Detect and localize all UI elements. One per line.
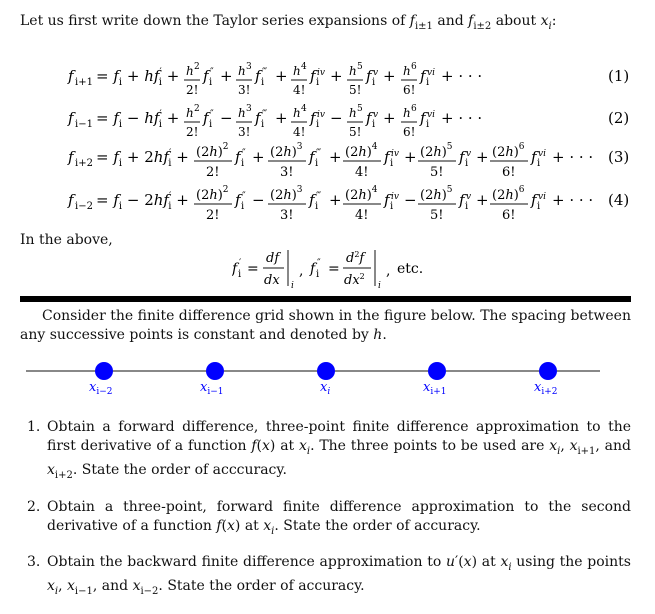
svg-text:6: 6: [411, 104, 417, 114]
svg-text:+: +: [476, 148, 489, 166]
svg-text:h: h: [186, 106, 194, 120]
grid-label-i-minus-2: $x_{i-2}$: [89, 380, 113, 397]
svg-text:=: =: [328, 261, 340, 277]
svg-text:= fi + hf′i +: = $f_i + hf'$ i +: [96, 67, 180, 88]
svg-text:4!: 4!: [355, 208, 369, 223]
svg-text:dx2: $dx^2$: [344, 272, 365, 288]
svg-text:h: h: [349, 64, 357, 78]
svg-text:,: ,: [386, 263, 391, 279]
svg-text:h: h: [293, 106, 301, 120]
svg-text:i: i: [390, 201, 394, 212]
svg-text:f: f: [310, 261, 316, 277]
svg-text:″: ″: [242, 191, 246, 202]
svg-text:−: −: [252, 191, 265, 209]
svg-text:h: h: [293, 64, 301, 78]
svg-text:i: i: [426, 119, 430, 130]
svg-text:i−2: i−2: [75, 201, 93, 212]
svg-text:″: ″: [317, 258, 321, 269]
svg-text:df: df: [266, 251, 280, 266]
svg-text:6!: 6!: [502, 165, 516, 180]
svg-text:vi: vi: [427, 68, 435, 78]
svg-text:5!: 5!: [430, 208, 444, 223]
svg-text:4!: 4!: [355, 165, 369, 180]
svg-text:= fi − hf′i +: = $f_i - hf'$ i +: [96, 109, 180, 130]
question-1: 1. Obtain a forward difference, three-point finite difference approximation to the first derivative of a function f(x) at $x_i$. The three points to be used are $x_i$, $x_{i+1}$, and $x_{i+2}$. State the order of acccuracy.: [27, 419, 631, 481]
svg-text:i: i: [315, 201, 319, 212]
svg-text:i: i: [316, 269, 320, 280]
svg-text:h: h: [403, 64, 411, 78]
svg-text:f: f: [68, 67, 74, 85]
svg-text:h: h: [238, 106, 246, 120]
svg-text:i: i: [209, 119, 213, 130]
equation-3: [67, 142, 629, 180]
svg-text:3!: 3!: [280, 208, 294, 223]
svg-text:3: 3: [246, 104, 252, 114]
question-number: 1.: [27, 419, 41, 435]
svg-text:6!: 6!: [502, 208, 516, 223]
svg-text:h: h: [186, 64, 194, 78]
svg-text:3!: 3!: [238, 83, 251, 97]
grid-label-i: $x_i$: [320, 380, 331, 397]
svg-text:i: i: [315, 158, 319, 169]
svg-text:i: i: [241, 201, 245, 212]
finite-difference-grid: [18, 356, 618, 398]
svg-text:+ · · ·: + · · ·: [441, 67, 483, 85]
svg-text:f: f: [235, 191, 241, 209]
svg-text:+: +: [383, 109, 396, 127]
svg-text:‴: ‴: [316, 148, 322, 159]
equation-number-1: (1): [608, 67, 630, 85]
svg-text:2!: 2!: [206, 165, 220, 180]
svg-text:+ · · ·: + · · ·: [441, 109, 483, 127]
taylor-equations: [0, 56, 655, 226]
svg-text:f: f: [310, 67, 316, 85]
svg-text:4: 4: [301, 62, 307, 72]
svg-text:6!: 6!: [403, 125, 416, 139]
svg-text:(2h)4: $(2h)^4$: [345, 185, 378, 203]
svg-text:f: f: [68, 148, 74, 166]
svg-text:4!: 4!: [293, 125, 306, 139]
svg-text:=: =: [247, 261, 259, 277]
svg-text:f: f: [309, 191, 315, 209]
svg-text:+: +: [275, 67, 288, 85]
svg-text:2!: 2!: [186, 83, 199, 97]
equation-number-4: (4): [608, 191, 630, 209]
svg-text:vi: vi: [538, 192, 546, 202]
svg-text:+: +: [383, 67, 396, 85]
svg-text:‴: ‴: [262, 109, 268, 120]
question-3: 3. Obtain the backward finite difference approximation to u′(x) at $x_i$ using the points $x_i$, $x_{i-1}$, and $x_{i-2}$. State the order of accuracy.: [27, 554, 631, 597]
svg-text:i: i: [209, 77, 213, 88]
svg-text:vi: vi: [538, 149, 546, 159]
svg-text:iv: iv: [317, 68, 325, 78]
svg-text:(2h)2: $(2h)^2$: [196, 185, 229, 203]
equation-number-3: (3): [608, 148, 630, 166]
svg-text:5!: 5!: [349, 125, 362, 139]
svg-text:(2h)3: $(2h)^3$: [270, 185, 303, 203]
svg-text:f: f: [68, 109, 74, 127]
svg-text:5: 5: [357, 104, 363, 114]
grid-label-i-minus-1: $x_{i-1}$: [200, 380, 224, 397]
svg-text:f: f: [384, 191, 390, 209]
svg-text:i: i: [537, 158, 541, 169]
svg-text:2!: 2!: [186, 125, 199, 139]
svg-text:f: f: [310, 109, 316, 127]
intro-tail: about: [495, 13, 537, 29]
svg-text:2: 2: [194, 104, 200, 114]
svg-text:vi: vi: [427, 110, 435, 120]
svg-text:f: f: [309, 148, 315, 166]
equation-1: [67, 62, 629, 97]
svg-text:6: 6: [411, 62, 417, 72]
svg-text:3!: 3!: [280, 165, 294, 180]
in-above-text: In the above,: [20, 232, 113, 248]
grid-intro-body: Consider the finite difference grid shown in the figure below. The spacing between any successive points is constant and denoted by: [20, 308, 631, 343]
svg-text:(2h)4: $(2h)^4$: [345, 142, 378, 160]
svg-text:f: f: [366, 109, 372, 127]
grid-point-i-minus-1: [206, 362, 224, 380]
svg-text:h: h: [403, 106, 411, 120]
grid-point-i: [317, 362, 335, 380]
grid-label-i-plus-2: $x_{i+2}$: [534, 380, 558, 397]
svg-text:f: f: [384, 148, 390, 166]
intro-mid: and: [437, 13, 464, 29]
svg-text:+: +: [220, 67, 233, 85]
svg-text:‴: ‴: [262, 67, 268, 78]
intro-text: Let us first write down the Taylor series expansions of $f_{i\pm 1}$ and $f_{i\pm 2}$ about $x_i$:: [20, 13, 557, 32]
svg-text:f: f: [459, 191, 465, 209]
question-list: [27, 418, 631, 614]
derivative-definitions: [232, 244, 432, 292]
svg-text:f: f: [203, 67, 209, 85]
svg-text:5!: 5!: [430, 165, 444, 180]
svg-text:+: +: [476, 191, 489, 209]
svg-text:,: ,: [299, 263, 304, 279]
svg-text:(2h)6: $(2h)^6$: [492, 185, 525, 203]
svg-text:f: f: [255, 109, 261, 127]
svg-text:″: ″: [242, 148, 246, 159]
svg-text:+: +: [275, 109, 288, 127]
svg-text:v: v: [466, 149, 472, 159]
svg-text:2!: 2!: [206, 208, 220, 223]
svg-text:v: v: [373, 68, 379, 78]
svg-text:f: f: [235, 148, 241, 166]
svg-text:5: 5: [357, 62, 363, 72]
svg-text:f: f: [531, 148, 537, 166]
svg-text:iv: iv: [391, 192, 399, 202]
svg-text:h: h: [238, 64, 246, 78]
svg-text:i: i: [238, 269, 242, 280]
svg-text:″: ″: [210, 67, 214, 78]
svg-text:i: i: [465, 158, 469, 169]
equation-number-2: (2): [608, 109, 630, 127]
svg-text:i: i: [390, 158, 394, 169]
svg-text:′: ′: [239, 258, 242, 269]
svg-text:2: 2: [194, 62, 200, 72]
equation-2: [67, 104, 629, 139]
svg-text:i: i: [241, 158, 245, 169]
svg-text:f: f: [255, 67, 261, 85]
svg-text:= fi − 2hf′i +: = $f_i - 2hf'$ i +: [96, 191, 189, 212]
svg-text:i: i: [316, 119, 320, 130]
svg-text:f: f: [366, 67, 372, 85]
question-number: 3.: [27, 554, 41, 571]
svg-text:f: f: [420, 109, 426, 127]
svg-text:3: 3: [246, 62, 252, 72]
svg-text:dx: dx: [264, 273, 280, 288]
grid-label-i-plus-1: $x_{i+1}$: [423, 380, 447, 397]
svg-text:+: +: [330, 67, 343, 85]
svg-text:v: v: [373, 110, 379, 120]
svg-text:4: 4: [301, 104, 307, 114]
svg-text:4!: 4!: [293, 83, 306, 97]
svg-text:i+1: i+1: [75, 77, 93, 88]
svg-text:v: v: [466, 192, 472, 202]
svg-text:‴: ‴: [316, 191, 322, 202]
svg-text:i+2: i+2: [75, 158, 93, 169]
grid-point-i-minus-2: [95, 362, 113, 380]
svg-text:6!: 6!: [403, 83, 416, 97]
svg-text:+: +: [329, 148, 342, 166]
svg-text:+: +: [252, 148, 265, 166]
svg-text:iv: iv: [317, 110, 325, 120]
svg-text:iv: iv: [391, 149, 399, 159]
svg-text:f: f: [420, 67, 426, 85]
question-2: 2. Obtain a three-point, forward finite difference approximation to the second derivative of a function f(x) at $x_i$. State the order of accuracy.: [27, 498, 631, 537]
svg-text:3!: 3!: [238, 125, 251, 139]
svg-text:(2h)5: $(2h)^5$: [420, 185, 453, 203]
svg-text:i: i: [378, 281, 381, 291]
svg-text:i: i: [465, 201, 469, 212]
svg-text:f: f: [232, 261, 238, 277]
grid-intro-text: Consider the finite difference grid shown in the figure below. The spacing between any successive points is constant and denoted by h.: [20, 308, 631, 343]
svg-text:i: i: [316, 77, 320, 88]
svg-text:+ · · ·: + · · ·: [552, 191, 594, 209]
intro-lead: Let us first write down the Taylor series expansions of: [20, 13, 406, 29]
svg-text:h: h: [349, 106, 357, 120]
svg-text:i: i: [372, 119, 376, 130]
svg-text:−: −: [220, 109, 233, 127]
svg-text:(2h)6: $(2h)^6$: [492, 142, 525, 160]
equation-4: [67, 185, 629, 223]
svg-text:″: ″: [210, 109, 214, 120]
svg-text:i: i: [426, 77, 430, 88]
question-number: 2.: [27, 498, 41, 515]
svg-text:(2h)2: $(2h)^2$: [196, 142, 229, 160]
svg-text:i: i: [372, 77, 376, 88]
svg-text:+ · · ·: + · · ·: [552, 148, 594, 166]
svg-text:f: f: [68, 191, 74, 209]
svg-text:i: i: [537, 201, 541, 212]
svg-text:−: −: [404, 191, 417, 209]
def-tail-text: etc.: [397, 261, 424, 277]
svg-text:i: i: [261, 119, 265, 130]
svg-text:(2h)5: $(2h)^5$: [420, 142, 453, 160]
grid-point-i-plus-1: [428, 362, 446, 380]
svg-text:i: i: [291, 281, 294, 291]
svg-text:= fi + 2hf′i +: = $f_i + 2hf'$ i +: [96, 148, 189, 169]
svg-text:5!: 5!: [349, 83, 362, 97]
svg-text:+: +: [404, 148, 417, 166]
svg-text:i: i: [261, 77, 265, 88]
svg-text:−: −: [330, 109, 343, 127]
svg-text:f: f: [531, 191, 537, 209]
grid-point-i-plus-2: [539, 362, 557, 380]
svg-text:i−1: i−1: [75, 119, 93, 130]
section-divider: [20, 296, 631, 302]
svg-text:(2h)3: $(2h)^3$: [270, 142, 303, 160]
svg-text:f: f: [203, 109, 209, 127]
svg-text:f: f: [459, 148, 465, 166]
svg-text:d2f: $d^2f$: [346, 250, 365, 266]
svg-text:+: +: [329, 191, 342, 209]
